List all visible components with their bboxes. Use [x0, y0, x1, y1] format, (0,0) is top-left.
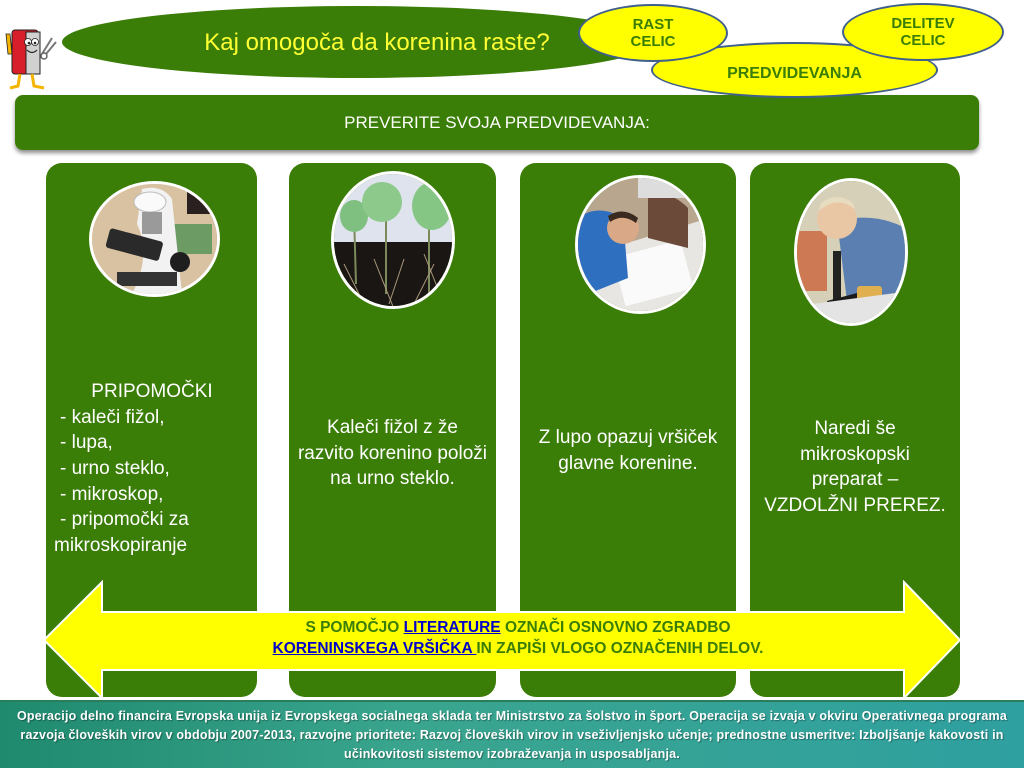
- card-text-place-bean: Kaleči fižol z že razvito korenino položi na urno steklo.: [297, 417, 488, 490]
- banner-text: PREVERITE SVOJA PREDVIDEVANJA:: [344, 112, 650, 132]
- bubble-label: PREDVIDEVANJA: [727, 64, 862, 82]
- arrow-text-part: IN ZAPIŠI VLOGO OZNAČENIH DELOV.: [476, 640, 764, 657]
- tools-item: - kaleči fižol,: [60, 406, 165, 428]
- arrow-instruction: [160, 617, 876, 659]
- bubble-rast-celic: [578, 4, 728, 62]
- boy-at-microscope-photo: [794, 178, 908, 326]
- bubble-label-line: RAST: [632, 15, 674, 33]
- root-tip-link[interactable]: KORENINSKEGA VRŠIČKA: [272, 640, 477, 657]
- arrow-text-part: S POMOČJO: [305, 619, 404, 636]
- funding-text: Operacijo delno financira Evropska unija iz Evropskega socialnega sklada ter Ministrstvo za šolstvo in šport. Operacija se izvaja v okviru Operativnega programa razvoja človeških virov v obdobju 2007-2013, razvojne prioritete: Razvoj človeških virov in vseživljenjsko učenje; prednostne usmeritve: Izboljšanje kakovosti in učinkovitosti sistemov izobraževanja in usposabljanja.: [17, 708, 1007, 761]
- tools-item: - pripomočki za: [60, 509, 189, 531]
- page-title: Kaj omogoča da korenina raste?: [204, 29, 550, 56]
- tools-item: mikroskopiranje: [54, 534, 188, 556]
- bubble-label-line: CELIC: [900, 32, 946, 49]
- bean-seedlings-roots-photo: [331, 171, 455, 309]
- tools-item: - urno steklo,: [60, 457, 170, 479]
- tools-item: - lupa,: [60, 432, 113, 454]
- funding-footer: [0, 700, 1024, 768]
- tools-heading: PRIPOMOČKI: [91, 381, 213, 402]
- instruction-banner: [15, 95, 979, 150]
- bubble-label-line: DELITEV: [891, 14, 955, 32]
- literature-link[interactable]: LITERATURE: [403, 619, 501, 636]
- students-drawing-photo: [575, 175, 706, 314]
- tools-item: - mikroskop,: [60, 483, 164, 505]
- microscope-photo: [89, 181, 220, 297]
- arrow-text-part: OZNAČI OSNOVNO ZGRADBO: [500, 619, 731, 636]
- title-ellipse: [62, 6, 652, 78]
- card-text-microscope-preparation: Naredi še mikroskopski preparat – VZDOLŽNI PREREZ.: [764, 418, 946, 516]
- bubble-label-line: CELIC: [630, 33, 676, 50]
- bubble-delitev-celic: [842, 3, 1004, 61]
- book-mascot-icon: [2, 24, 64, 92]
- card-text-tools: [54, 379, 254, 558]
- card-text-observe-tip: Z lupo opazuj vršiček glavne korenine.: [538, 427, 718, 474]
